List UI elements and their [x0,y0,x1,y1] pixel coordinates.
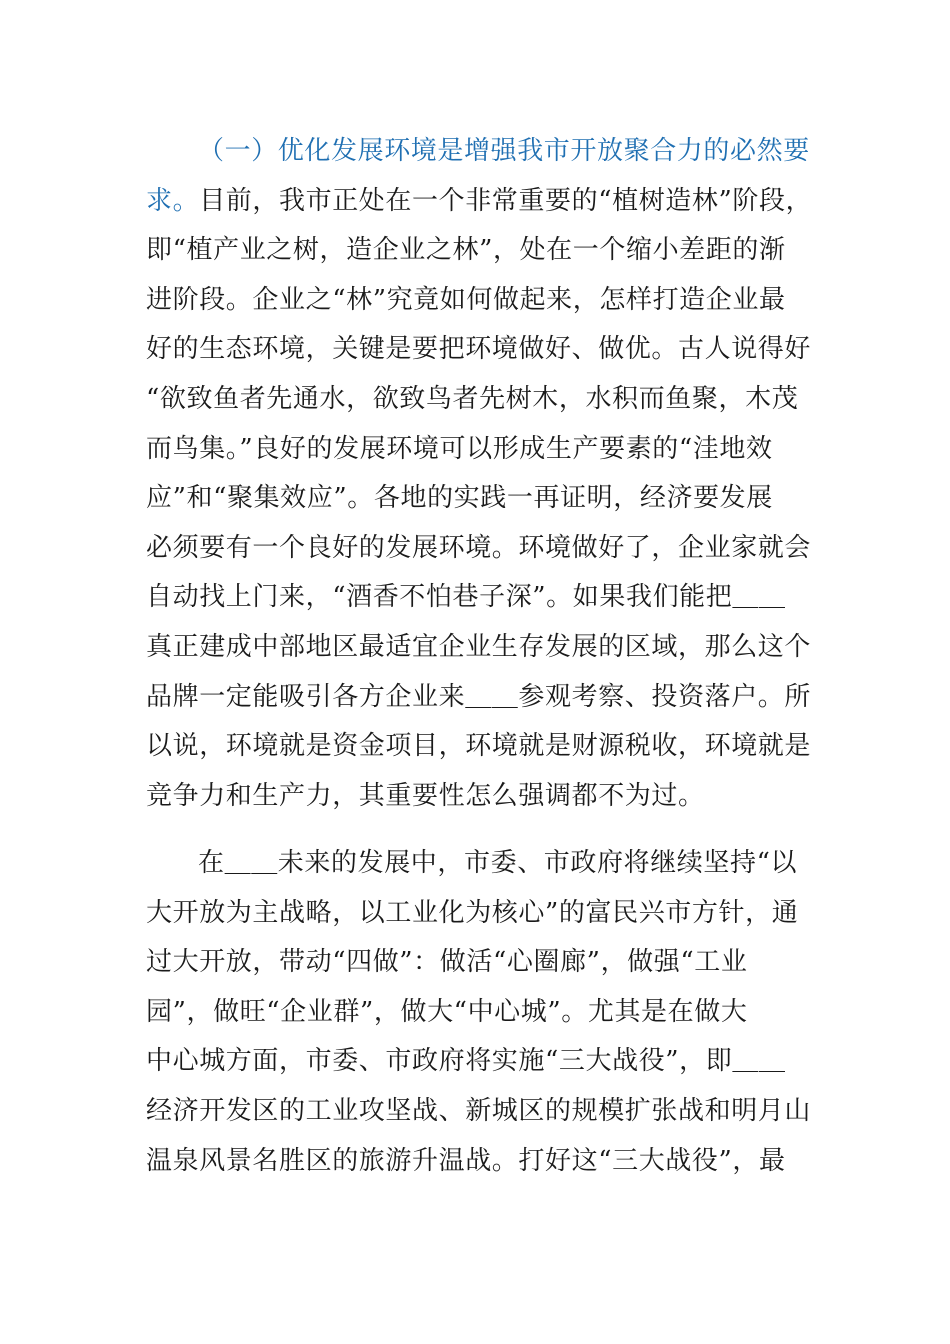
paragraph-line: 进阶段。企业之“林”究竟如何做起来，怎样打造企业最 [146,284,786,315]
paragraph-line: 中心城方面，市委、市政府将实施“三大战役”，即＿＿ [146,1046,786,1077]
paragraph-line: 温泉风景名胜区的旅游升温战。打好这“三大战役”，最 [146,1145,786,1176]
paragraph-line: 应”和“聚集效应”。各地的实践一再证明，经济要发展 [146,483,773,514]
paragraph-line: 竞争力和生产力，其重要性怎么强调都不为过。 [146,780,705,811]
paragraph-line: 自动找上门来，“酒香不怕巷子深”。如果我们能把＿＿ [146,582,786,613]
paragraph-environment [146,127,813,821]
paragraph-line: 过大开放，带动“四做”：做活“心圈廊”，做强“工业 [146,947,748,978]
paragraph-development [146,839,812,1186]
paragraph-line: 必须要有一个良好的发展环境。环境做好了，企业家就会 [146,532,812,563]
paragraph-line: “欲致鱼者先通水，欲致鸟者先树木，水积而鱼聚，木茂 [146,383,799,414]
paragraph-line: 而鸟集。”良好的发展环境可以形成生产要素的“洼地效 [146,433,773,464]
paragraph-line: 以说，环境就是资金项目，环境就是财源税收，环境就是 [146,731,812,762]
paragraph-line: 真正建成中部地区最适宜企业生存发展的区域，那么这个 [146,631,812,662]
section-heading: （一）优化发展环境是增强我市开放聚合力的必然要 [198,136,810,166]
paragraph-line-text: 目前，我市正处在一个非常重要的“植树造林”阶段， [199,185,813,216]
paragraph-line: 好的生态环境，关键是要把环境做好、做优。古人说得好 [146,334,812,365]
paragraph-line: 园”，做旺“企业群”，做大“中心城”。尤其是在做大 [146,996,748,1027]
paragraph-line [146,177,813,227]
paragraph-line: 经济开发区的工业攻坚战、新城区的规模扩张战和明月山 [146,1095,812,1126]
section-heading-continuation: 求。 [146,185,200,216]
paragraph-line: 品牌一定能吸引各方企业来＿＿参观考察、投资落户。所 [146,681,812,712]
paragraph-line: 大开放为主战略，以工业化为核心”的富民兴市方针，通 [146,897,799,928]
paragraph-line: 在＿＿未来的发展中，市委、市政府将继续坚持“以 [198,848,798,878]
paragraph-line: 即“植产业之树，造企业之林”，处在一个缩小差距的渐 [146,235,786,266]
